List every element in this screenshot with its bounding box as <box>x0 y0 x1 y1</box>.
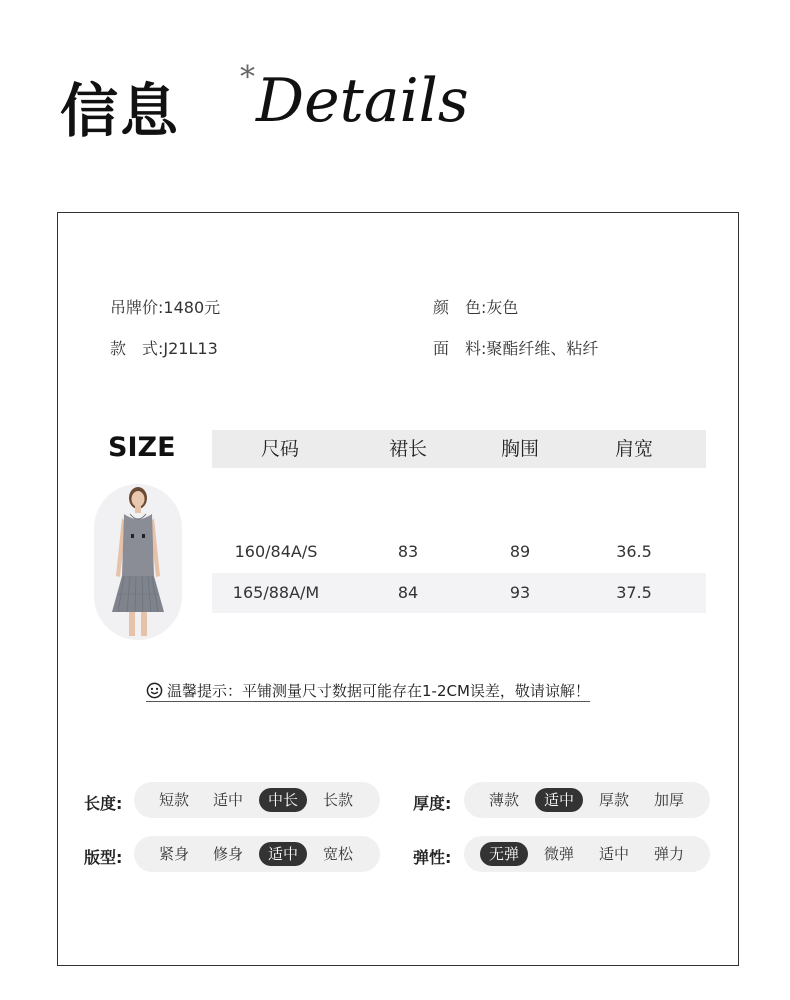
option-regular-selected[interactable]: 适中 <box>259 842 307 866</box>
price-field <box>110 295 220 318</box>
header-skirt-length: 裙长 <box>388 438 427 460</box>
style-label: 款 式: <box>110 339 164 358</box>
cell-shoulder: 37.5 <box>616 583 652 602</box>
option-no-stretch-selected[interactable]: 无弹 <box>480 842 528 866</box>
fit-options <box>134 836 380 872</box>
length-label: 长度: <box>84 794 123 813</box>
header-bust: 胸围 <box>500 438 539 460</box>
color-value: 灰色 <box>486 298 519 317</box>
fit-label: 版型: <box>84 848 123 867</box>
color-label: 颜 色: <box>433 298 487 317</box>
option-moderate-stretch[interactable]: 适中 <box>598 845 629 863</box>
elasticity-options <box>464 836 710 872</box>
size-title: SIZE <box>108 432 176 463</box>
price-label: 吊牌价: <box>110 298 164 317</box>
cell-shoulder: 36.5 <box>616 542 652 561</box>
cell-bust: 93 <box>509 583 531 602</box>
title-english: Details <box>256 66 469 136</box>
title-star: * <box>240 60 255 95</box>
cell-bust: 89 <box>509 542 531 561</box>
header-shoulder: 肩宽 <box>614 438 653 460</box>
option-midi-selected[interactable]: 中长 <box>259 788 307 812</box>
page-title <box>60 58 469 145</box>
option-tight[interactable]: 紧身 <box>158 845 189 863</box>
option-slight-stretch[interactable]: 微弹 <box>543 845 574 863</box>
fabric-label: 面 料: <box>433 339 487 358</box>
thickness-label: 厚度: <box>413 794 452 813</box>
dress-model-illustration <box>94 484 182 640</box>
thickness-options <box>464 782 710 818</box>
option-loose[interactable]: 宽松 <box>322 845 353 863</box>
cell-skirt-length: 84 <box>397 583 419 602</box>
table-row <box>212 573 706 613</box>
style-field <box>110 336 218 359</box>
fabric-value: 聚酯纤维、粘纤 <box>486 339 599 358</box>
option-moderate-selected[interactable]: 适中 <box>535 788 583 812</box>
title-chinese: 信息 <box>60 77 181 145</box>
style-value: J21L13 <box>163 339 218 358</box>
header-size: 尺码 <box>260 438 299 460</box>
price-value: 1480元 <box>163 298 221 317</box>
smiley-icon <box>146 682 163 699</box>
cell-skirt-length: 83 <box>397 542 419 561</box>
tip-text: 温馨提示：平铺测量尺寸数据可能存在1-2CM误差，敬请谅解！ <box>167 682 590 700</box>
option-medium[interactable]: 适中 <box>212 791 243 809</box>
option-extra-thick[interactable]: 加厚 <box>653 791 684 809</box>
option-thin[interactable]: 薄款 <box>488 791 519 809</box>
option-long[interactable]: 长款 <box>322 791 353 809</box>
cell-size: 160/84A/S <box>234 542 318 561</box>
option-short[interactable]: 短款 <box>158 791 189 809</box>
cell-size: 165/88A/M <box>232 583 320 602</box>
option-thick[interactable]: 厚款 <box>598 791 629 809</box>
option-stretch[interactable]: 弹力 <box>653 845 684 863</box>
size-table-header <box>212 430 706 468</box>
measurement-tip <box>146 680 590 702</box>
elasticity-label: 弹性: <box>413 848 452 867</box>
length-options <box>134 782 380 818</box>
fabric-field <box>433 336 598 359</box>
table-row <box>212 532 706 572</box>
option-slim[interactable]: 修身 <box>212 845 243 863</box>
model-photo <box>94 484 182 640</box>
color-field <box>433 295 518 318</box>
